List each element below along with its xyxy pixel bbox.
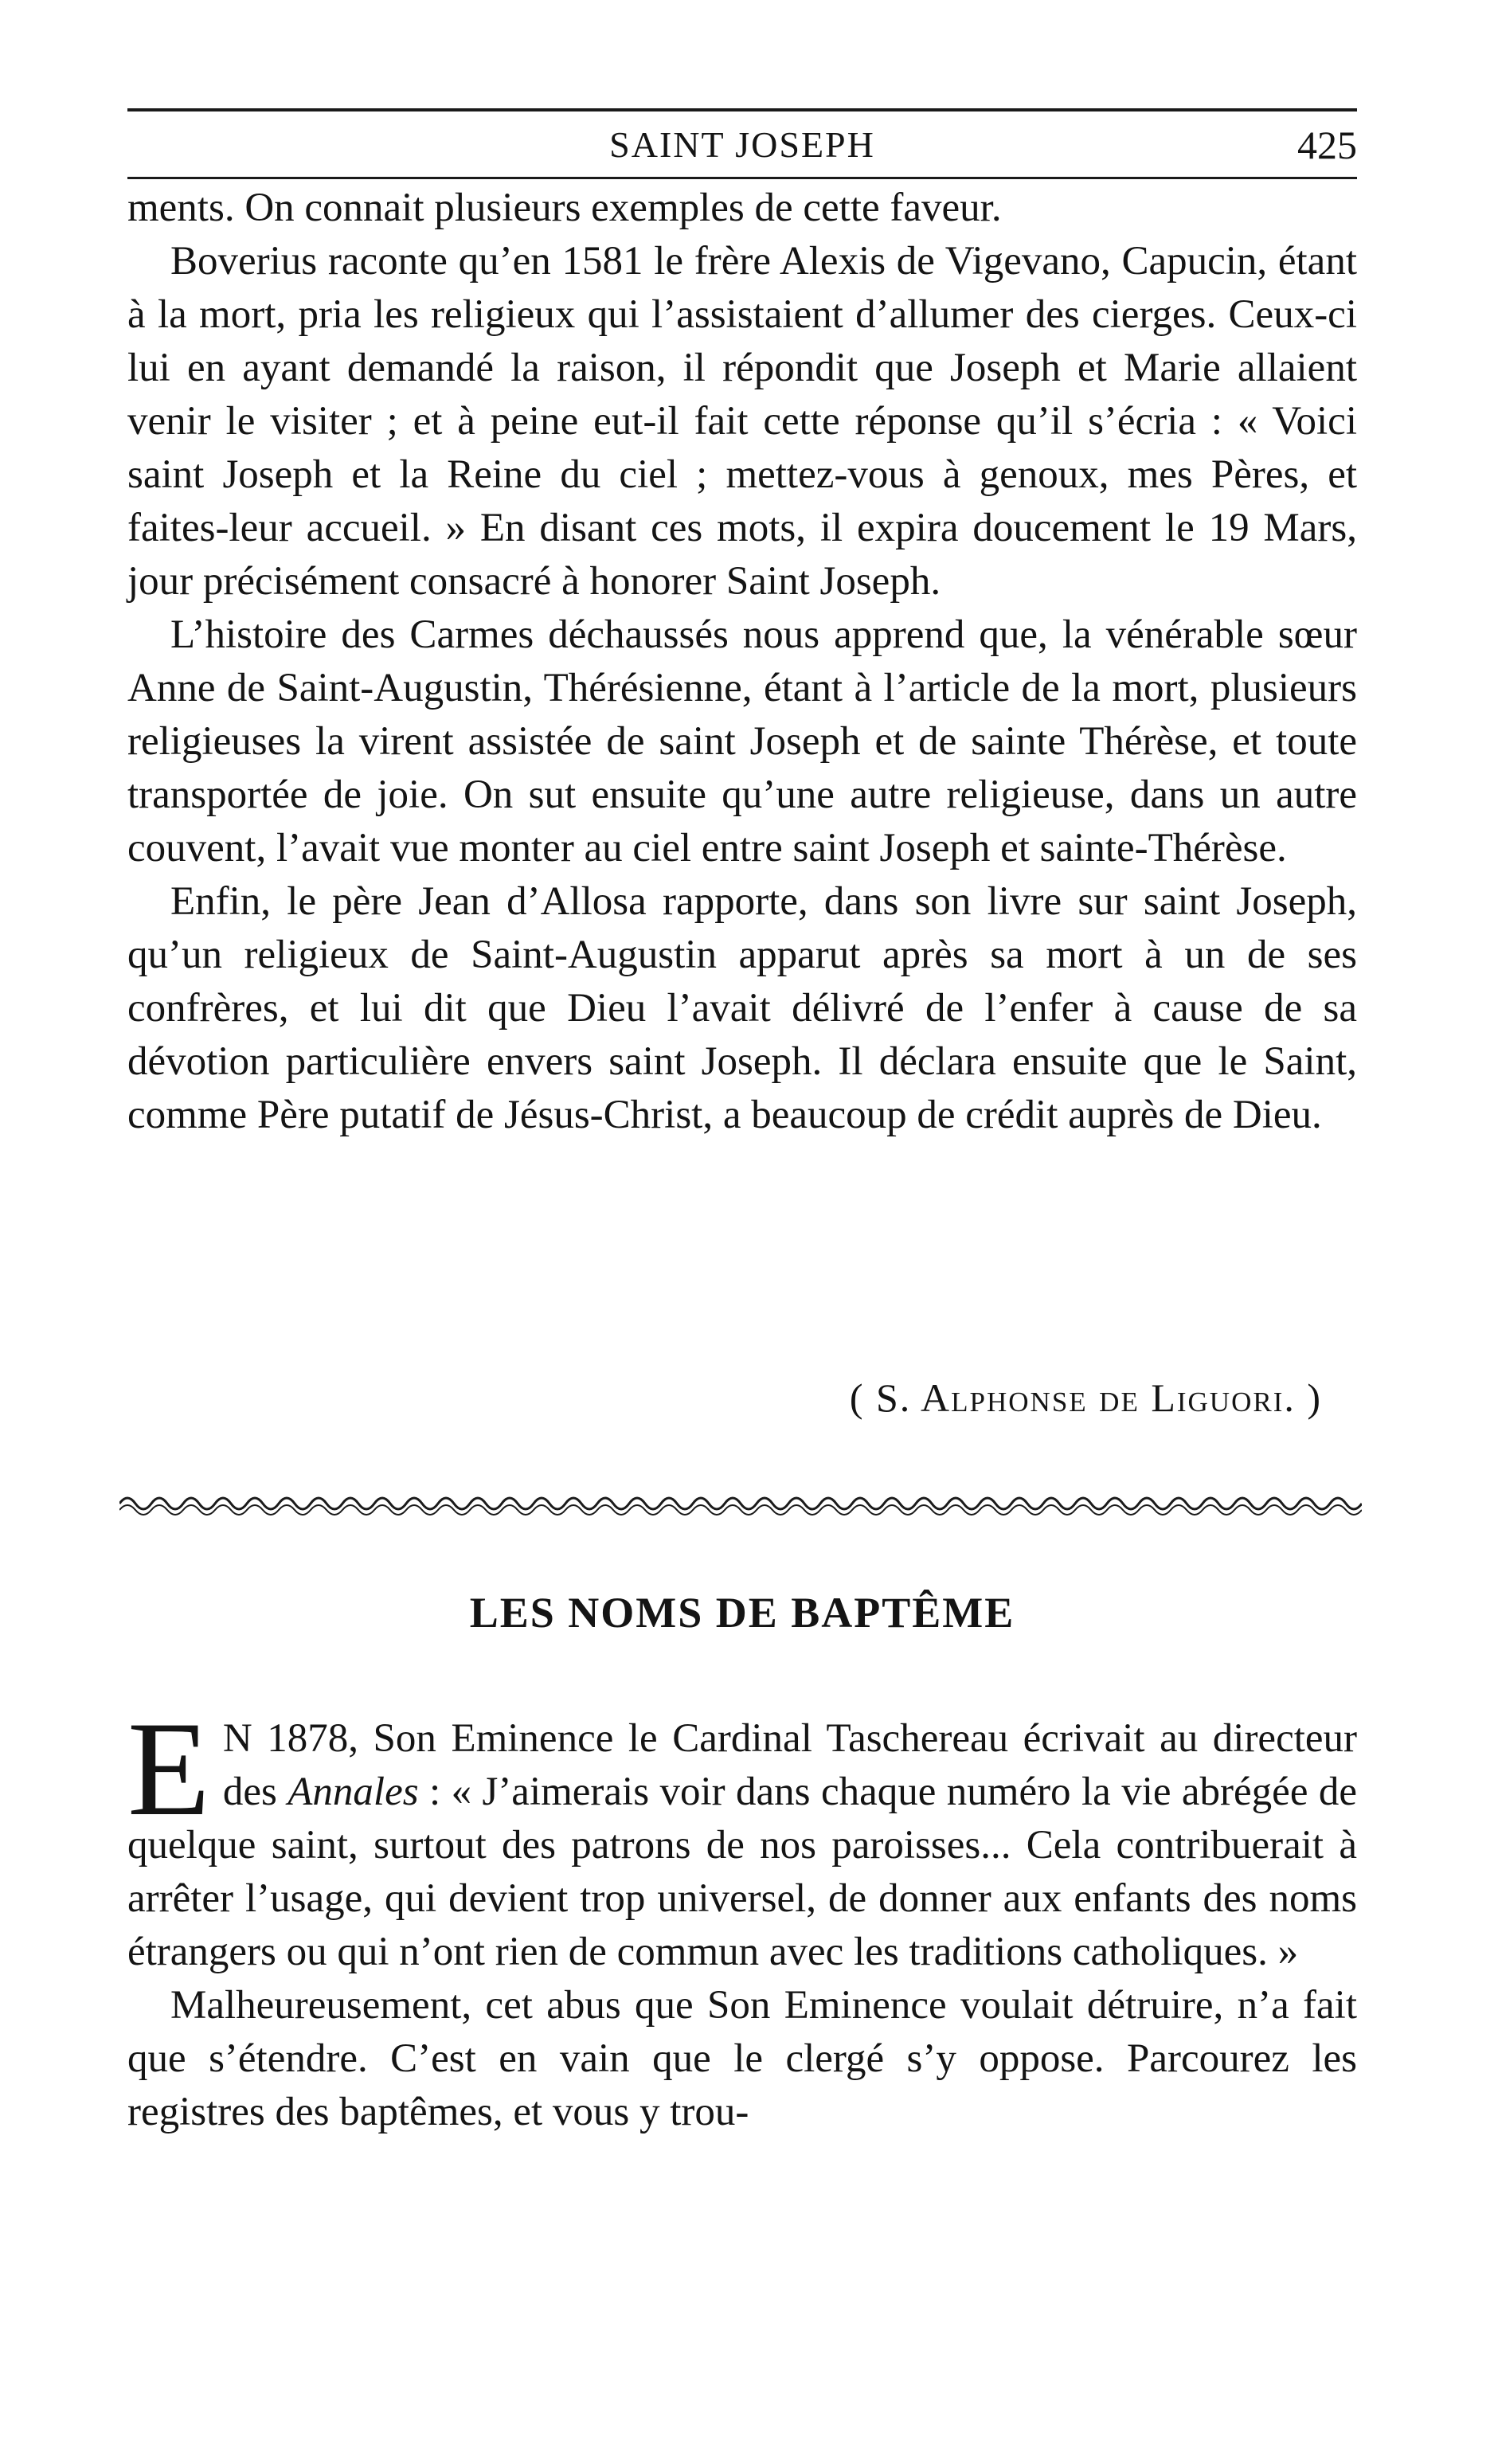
section-2-body xyxy=(127,1694,1358,2139)
header-rule-bottom xyxy=(127,177,1357,179)
section-1-body xyxy=(127,182,1357,1142)
annales-title: Annales xyxy=(287,1770,419,1814)
paragraph-taschereau-end: : « J’aimerais voir dans chaque numéro la vie abrégée de quelque saint, surtout des patrons de nos paroisses... Cela contribuerait à arrêter l’usage, qui devient trop universel, de donner aux enfants des noms étrangers ou qui n’ont rien de commun avec les traditions catholiques. » xyxy=(127,1770,1358,1974)
running-title: SAINT JOSEPH xyxy=(609,124,875,165)
attribution: ( S. Alphonse de Liguori. ) xyxy=(849,1375,1322,1420)
paragraph-carmes: L’histoire des Carmes déchaussés nous apprend que, la vénérable sœur Anne de Saint-Augustin, Thérésienne, étant à l’article de la mort, plusieurs religieuses la virent assistée de saint Joseph et de sainte Thérèse, et toute transportée de joie. On sut ensuite qu’une autre religieuse, dans un autre couvent, l’avait vue monter au ciel entre saint Joseph et sainte-Thérèse. xyxy=(127,612,1357,870)
running-head xyxy=(127,119,1357,170)
ornamental-divider xyxy=(119,1488,1362,1519)
paragraph-boverius: Boverius raconte qu’en 1581 le frère Alexis de Vigevano, Capucin, étant à la mort, pria les religieux qui l’assistaient d’allumer des cierges. Ceux-ci lui en ayant demandé la raison, il répondit que Joseph et Marie allaient venir le visiter ; et à peine eut-il fait cette réponse qu’il s’écria : « Voici saint Joseph et la Reine du ciel ; mettez-vous à genoux, mes Pères, et faites-leur accueil. » En disant ces mots, il expira doucement le 19 Mars, jour précisément consacré à honorer Saint Joseph. xyxy=(127,239,1357,604)
ornament-wave xyxy=(119,1498,1362,1509)
ornament-wave-secondary xyxy=(119,1505,1362,1515)
paragraph-taschereau xyxy=(127,1694,1358,1979)
drop-cap: E xyxy=(127,1694,210,1844)
header-rule-top xyxy=(127,108,1357,111)
paragraph-malheureusement: Malheureusement, cet abus que Son Eminence voulait détruire, n’a fait que s’étendre. C’est en vain que le clergé s’y oppose. Parcourez les registres des baptêmes, et vous y trou- xyxy=(127,1983,1357,2134)
paragraph-allosa: Enfin, le père Jean d’Allosa rapporte, dans son livre sur saint Joseph, qu’un religieux de Saint-Augustin apparut après sa mort à un de ses confrères, et lui dit que Dieu l’avait délivré de l’enfer à cause de sa dévotion particulière envers saint Joseph. Il déclara ensuite que le Saint, comme Père putatif de Jésus-Christ, a beaucoup de crédit auprès de Dieu. xyxy=(127,879,1357,1137)
section-title: LES NOMS DE BAPTÊME xyxy=(469,1589,1015,1637)
page-number: 425 xyxy=(1297,123,1357,167)
paragraph-continuation: ments. On connait plusieurs exemples de cette faveur. xyxy=(127,186,1002,230)
paragraph-taschereau-start: N 1878, Son Eminence le Cardinal Taschereau écrivait au directeur des xyxy=(222,1716,1357,1814)
